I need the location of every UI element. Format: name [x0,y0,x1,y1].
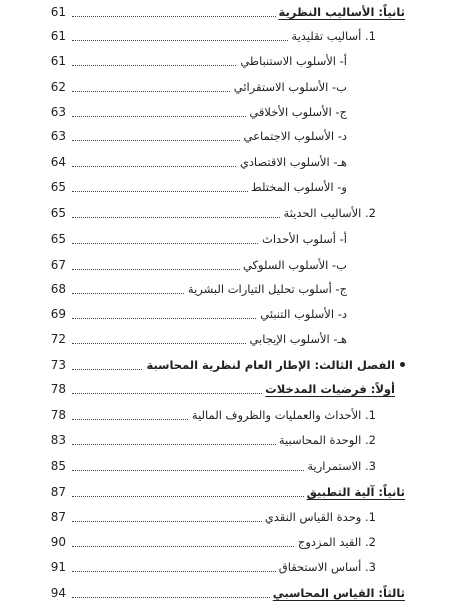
page-number: 83 [50,433,66,447]
page-number: 61 [50,29,66,43]
entry-text: 1. أساليب تقليدية [288,25,376,47]
toc-entry [0,125,459,147]
toc-entry [0,101,459,123]
toc-entry [0,1,459,23]
page-number: 94 [50,586,66,600]
entry-text: 1. الأحداث والعمليات والظروف المالية [189,404,376,426]
toc-entry [0,228,459,250]
section-heading: ثالثاً: القياس المحاسبي [270,582,405,604]
toc-entry [0,354,459,376]
page-number: 61 [50,5,66,19]
page-number: 90 [50,535,66,549]
page-number: 73 [50,358,66,372]
entry-text: أ- الأسلوب الاستنباطي [237,50,347,72]
entry-text: د- الأسلوب التنبئي [257,303,347,325]
page-number: 85 [50,459,66,473]
toc-entry [0,50,459,72]
toc-entry [0,378,459,400]
toc-entry [0,582,459,604]
toc-entry [0,455,459,477]
entry-text: 2. القيد المزدوج [295,531,376,553]
page-number: 78 [50,408,66,422]
toc-entry [0,556,459,578]
page-number: 64 [50,155,66,169]
page-number: 65 [50,232,66,246]
entry-text: 1. وحدة القياس النقدي [262,506,376,528]
toc-entry [0,404,459,426]
toc-entry [0,176,459,198]
page-number: 63 [50,129,66,143]
toc-entry [0,25,459,47]
entry-text: 2. الوحدة المحاسبية [276,429,376,451]
toc-entry [0,429,459,451]
toc-entry [0,481,459,503]
toc-entry [0,151,459,173]
toc-entry [0,531,459,553]
chapter-heading: الفصل الثالث: الإطار العام لنظرية المحاسبة [143,354,395,376]
page-number: 78 [50,382,66,396]
section-heading: ثانياً: الأساليب النظرية [276,1,406,23]
toc-entry [0,254,459,276]
page-number: 62 [50,80,66,94]
toc-entry [0,303,459,325]
entry-text: أ- أسلوب الأحداث [259,228,347,250]
entry-text: هـ- الأسلوب الاقتصادي [237,151,347,173]
entry-text: 2. الأساليب الحديثة [281,202,376,224]
page-number: 69 [50,307,66,321]
section-heading: ثانياً: آلية التطبيق [304,481,405,503]
entry-text: د- الأسلوب الاجتماعي [241,125,347,147]
page-number: 91 [50,560,66,574]
entry-text: هـ- الأسلوب الإيجابي [246,328,347,350]
toc-entry [0,506,459,528]
bullet-icon [400,362,405,367]
entry-text: ج- أسلوب تحليل التيارات البشرية [185,278,347,300]
page-number: 63 [50,105,66,119]
section-heading: أولاً: فرضيات المدخلات [262,378,395,400]
toc-entry [0,202,459,224]
page-number: 87 [50,485,66,499]
page-number: 67 [50,258,66,272]
toc-entry [0,278,459,300]
page-number: 65 [50,206,66,220]
page-number: 68 [50,282,66,296]
entry-text: 3. أساس الاستحقاق [276,556,376,578]
entry-text: 3. الاستمرارية [304,455,376,477]
toc-entry [0,76,459,98]
page-number: 72 [50,332,66,346]
page-number: 61 [50,54,66,68]
entry-text: ب- الأسلوب السلوكي [240,254,347,276]
entry-text: و- الأسلوب المختلط [248,176,347,198]
entry-text: ج- الأسلوب الأخلاقي [246,101,347,123]
entry-text: ب- الأسلوب الاستقرائي [231,76,347,98]
page-number: 65 [50,180,66,194]
toc-entry [0,328,459,350]
page-number: 87 [50,510,66,524]
